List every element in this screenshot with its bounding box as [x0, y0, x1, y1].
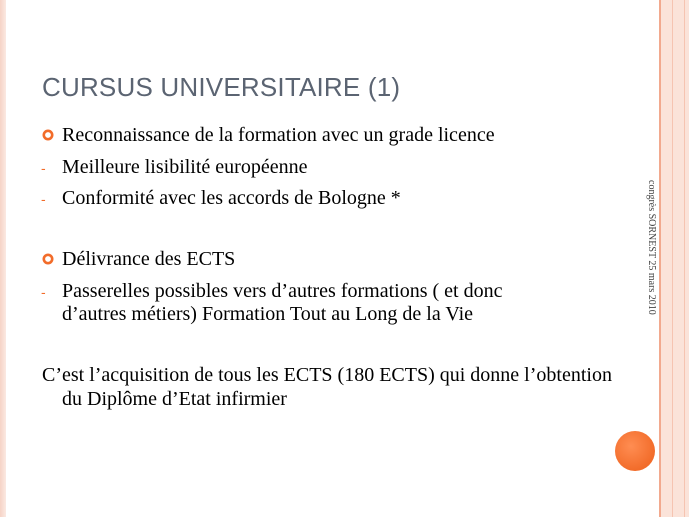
circle-dot-icon	[42, 129, 54, 141]
right-border-line	[659, 0, 661, 517]
dash-icon: -	[41, 191, 46, 207]
section2-item-line2: d’autres métiers) Formation Tout au Long de la Vie	[62, 303, 474, 325]
section2-heading: Délivrance des ECTS	[62, 248, 236, 270]
section1-item: Meilleure lisibilité européenne	[62, 156, 308, 178]
right-border-line	[672, 0, 673, 517]
conclusion-text: C’est l’acquisition de tous les ECTS (180 ECTS) qui donne l’obtention du Diplôme d’Etat infirmier	[42, 364, 612, 410]
circle-dot-icon	[42, 253, 54, 265]
slide-title: CURSUS UNIVERSITAIRE (1)	[42, 72, 401, 102]
dash-icon: -	[41, 160, 46, 176]
side-note: congrès SORNEST 25 mars 2010	[646, 180, 657, 315]
section2-item-line1: Passerelles possibles vers d’autres formations ( et donc	[62, 280, 503, 302]
orange-circle-decoration	[615, 431, 655, 471]
right-border-line	[684, 0, 685, 517]
section1-item: Conformité avec les accords de Bologne *	[62, 187, 401, 209]
left-edge-decoration	[0, 0, 6, 517]
dash-icon: -	[41, 284, 46, 300]
section1-heading: Reconnaissance de la formation avec un grade licence	[62, 124, 495, 146]
